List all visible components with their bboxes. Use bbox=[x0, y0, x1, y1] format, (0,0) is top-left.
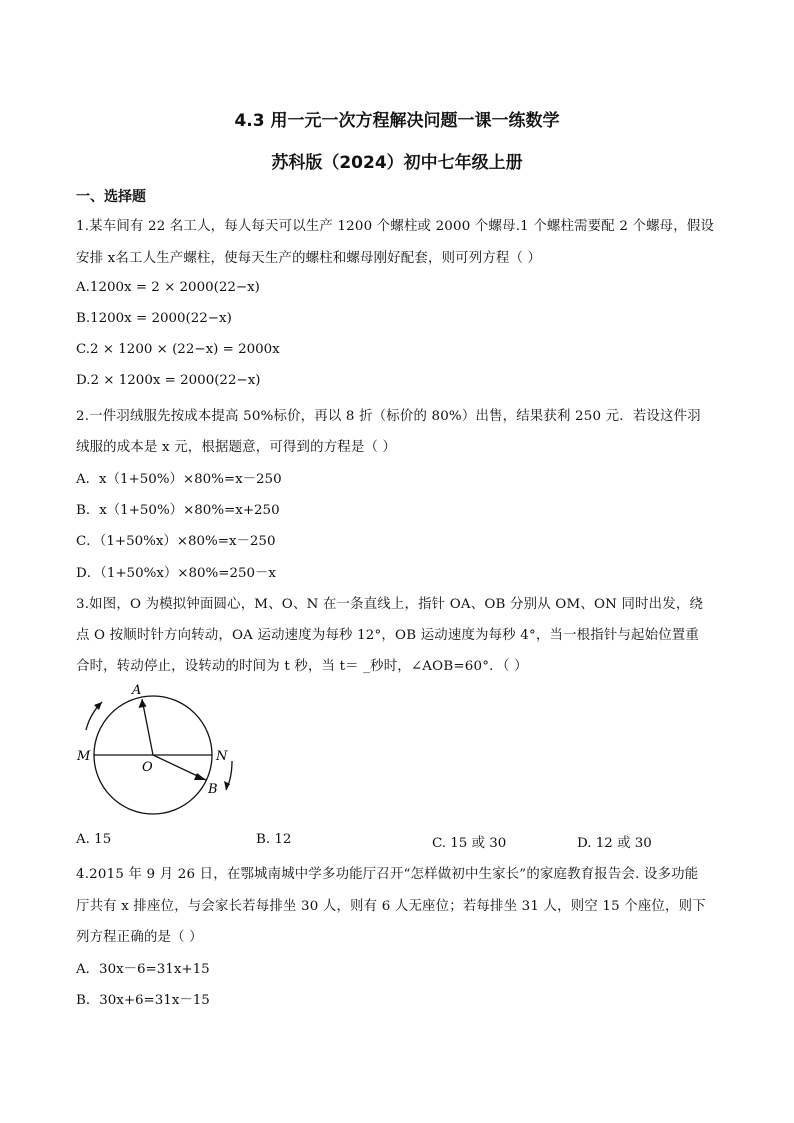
q2-stem-line2: 绒服的成本是 x 元，根据题意，可得到的方程是（ ） bbox=[76, 440, 397, 455]
label-m: M bbox=[77, 749, 91, 764]
q2-option-c: C．（1+50%x）×80%=x－250 bbox=[76, 534, 276, 549]
q1-stem-line2: 安排 x名工人生产螺柱，使每天生产的螺柱和螺母刚好配套，则可列方程（ ） bbox=[76, 251, 542, 266]
q3-option-d: D. 12 或 30 bbox=[577, 836, 652, 851]
label-n: N bbox=[216, 749, 228, 764]
q2-stem-line1: 2.一件羽绒服先按成本提高 50%标价，再以 8 折（标价的 80%）出售，结果获利 250 元．若设这件羽 bbox=[76, 409, 701, 424]
hand-oa-arrowhead bbox=[139, 699, 147, 708]
q4-stem-line2: 厅共有 x 排座位，与会家长若每排坐 30 人，则有 6 人无座位；若每排坐 31 人，则空 15 个座位，则下 bbox=[76, 899, 706, 914]
q1-option-a: A.1200x = 2 × 2000(22−x) bbox=[76, 280, 260, 295]
label-a: A bbox=[132, 683, 142, 698]
q3-option-a: A. 15 bbox=[76, 832, 112, 847]
q3-stem-line1: 3.如图，O 为模拟钟面圆心，M、O、N 在一条直线上，指针 OA、OB 分别从 OM、ON 同时出发，绕 bbox=[76, 597, 704, 612]
q1-option-c: C.2 × 1200 × (22−x) = 2000x bbox=[76, 342, 280, 357]
q3-stem-line3: 合时，转动停止，设转动的时间为 t 秒，当 t＝ _秒时，∠AOB=60°．（ ） bbox=[76, 659, 528, 674]
q3-option-c: C. 15 或 30 bbox=[432, 836, 507, 851]
q3-option-b: B. 12 bbox=[256, 832, 292, 847]
document-title: 4.3 用一元一次方程解决问题一课一练数学 bbox=[234, 111, 560, 131]
rotation-arrow-left-head bbox=[94, 702, 102, 710]
q3-stem-line2: 点 O 按顺时针方向转动，OA 运动速度为每秒 12°，OB 运动速度为每秒 4°，当一根指针与起始位置重 bbox=[76, 628, 699, 643]
q2-option-a: A．x（1+50%）×80%=x－250 bbox=[76, 472, 282, 487]
q4-stem-line1: 4.2015 年 9 月 26 日，在鄂城南城中学多功能厅召开“怎样做初中生家长”的家庭教育报告会. 设多功能 bbox=[76, 867, 699, 882]
section-heading: 一、选择题 bbox=[76, 189, 146, 205]
q4-stem-line3: 列方程正确的是（ ） bbox=[76, 930, 203, 945]
q2-option-d: D．（1+50%x）×80%=250－x bbox=[76, 566, 276, 581]
q4-option-b: B．30x+6=31x－15 bbox=[76, 993, 210, 1008]
q1-option-b: B.1200x = 2000(22−x) bbox=[76, 311, 232, 326]
label-b: B bbox=[208, 782, 218, 797]
q2-option-b: B．x（1+50%）×80%=x+250 bbox=[76, 503, 280, 518]
hand-oa bbox=[142, 699, 153, 755]
q4-option-a: A．30x－6=31x+15 bbox=[76, 962, 210, 977]
hand-ob-arrowhead bbox=[194, 773, 206, 780]
clock-figure bbox=[72, 678, 247, 848]
label-o: O bbox=[142, 760, 153, 775]
q1-option-d: D.2 × 1200x = 2000(22−x) bbox=[76, 373, 261, 388]
document-subtitle: 苏科版（2024）初中七年级上册 bbox=[271, 153, 523, 173]
q1-stem-line1: 1.某车间有 22 名工人，每人每天可以生产 1200 个螺柱或 2000 个螺母.1 个螺柱需要配 2 个螺母，假设 bbox=[76, 219, 715, 234]
